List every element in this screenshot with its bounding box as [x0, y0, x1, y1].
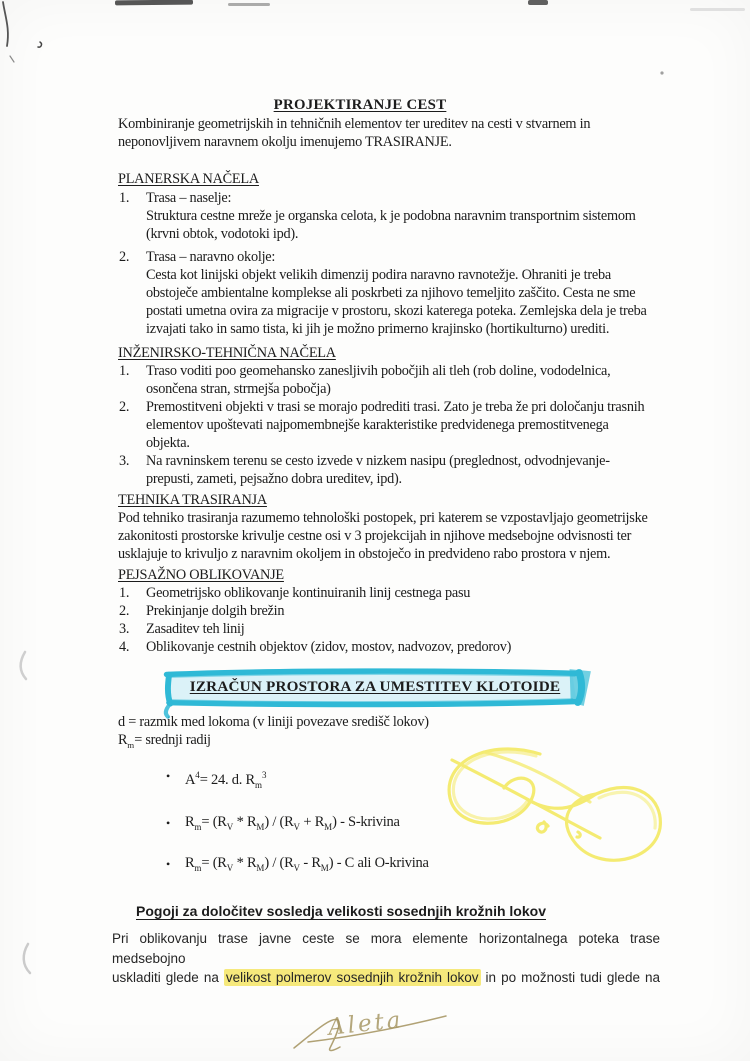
list-item: [118, 638, 648, 656]
list-item-body: Struktura cestne mreže je organska celota, k je podobna naravnim transportnim sistemom (krvni obtok, vodotoki ipd).: [146, 208, 636, 242]
pogoji-section: [112, 901, 660, 988]
list-item: [118, 452, 648, 488]
section-heading-inzenirska: INŽENIRSKO-TEHNIČNA NAČELA: [118, 345, 336, 361]
list-item-body: Premostitveni objekti v trasi se morajo podrediti trasi. Zato je treba že pri določanju trasnih elementov upoštevati najpomembnejše karakteristike predvidenega premostitvenega objekta.: [146, 399, 645, 451]
highlighted-phrase: velikost polmerov sosednjih krožnih lokov: [225, 970, 479, 986]
list-item-number: 1.: [119, 585, 130, 601]
list-item: [118, 602, 648, 620]
pogoji-line2-post: in po možnosti tudi glede na: [480, 970, 660, 986]
document-content: [112, 0, 660, 988]
tehnika-paragraph: Pod tehniko trasiranja razumemo tehnološki postopek, pri katerem se vzpostavljajo geometrijske zakonitosti prostorske krivulje cestne osi v 3 projekcijah in njihove medsebojne odvisnosti ter usklajuje to krivuljo z naravnim okoljem in obstoječo in predvideno rabo prostora v njem.: [118, 510, 648, 562]
pogoji-line2-pre: uskladiti glede na: [112, 970, 224, 986]
definitions: [118, 713, 648, 754]
list-item-number: 4.: [119, 639, 130, 655]
list-item-number: 1.: [119, 363, 130, 379]
list-item-body: Prekinjanje dolgih brežin: [146, 603, 285, 619]
list-item-number: 2.: [119, 249, 130, 265]
definition-line: $R_m=$ srednji radij: [118, 732, 211, 750]
list-item-title: Trasa – naravno okolje:: [146, 249, 276, 265]
highlighted-heading-klotoide: [168, 670, 583, 703]
list-item-body: Na ravninskem terenu se cesto izvede v nizkem nasipu (preglednost, odvodnjevanje-prepusti, zameti, pejsažno dobra ureditev, ipd).: [146, 453, 610, 487]
list-item-body: Oblikovanje cestnih objektov (zidov, mostov, nadvozov, predorov): [146, 639, 512, 655]
list-item: [118, 620, 648, 638]
list-item-number: 3.: [119, 453, 130, 469]
signature-text: Aleta: [326, 1007, 405, 1041]
section-heading-planerska: PLANERSKA NAČELA: [118, 171, 259, 187]
list-item-number: 3.: [119, 621, 130, 637]
list-item-body: Geometrijsko oblikovanje kontinuiranih linij cestnega pasu: [146, 585, 471, 601]
pogoji-paragraph: [112, 929, 660, 988]
formula: $A^4= 24$. d. $R_m^3$: [185, 769, 267, 790]
klotoide-heading-wrap: [110, 670, 640, 703]
definition-line: d = razmik med lokoma (v liniji povezave središč lokov): [118, 714, 429, 730]
list-item-title: Trasa – naselje:: [146, 190, 232, 206]
intro-paragraph: Kombiniranje geometrijskih in tehničnih elementov ter ureditev na cesti v stvarnem in neponovljivem naravnem okolju imenujemo TRASIRANJE.: [118, 116, 591, 150]
section-heading-tehnika: TEHNIKA TRASIRANJA: [118, 492, 267, 508]
list-item: [118, 189, 648, 243]
formula-row: [118, 854, 648, 877]
list-item-body: Traso voditi poo geomehansko zanesljivih pobočjih ali tleh (rob doline, vododelnica, osončena stran, strmejša pobočja): [146, 363, 611, 397]
pogoji-line1: Pri oblikovanju trase javne ceste se mora elemente horizontalnega poteka trase medsebojno: [112, 931, 660, 966]
formula: $R_m= (R_V * R_M) / (R_V + R_M)$ - S-krivina: [185, 813, 400, 832]
pogoji-heading: Pogoji za določitev sosledja velikosti sosednjih krožnih lokov: [136, 903, 546, 920]
list-item-number: 1.: [119, 190, 130, 206]
list-item-number: 2.: [119, 399, 130, 415]
page-title: PROJEKTIRANJE CEST: [273, 97, 447, 113]
list-item: [118, 584, 648, 602]
list-item-number: 2.: [119, 603, 130, 619]
formula: $R_m= (R_V * R_M) / (R_V - R_M) - C$ ali O-krivina: [185, 855, 429, 874]
formula-row: [118, 813, 648, 836]
list-item-body: Cesta kot linijski objekt velikih dimenzij podira naravno ravnotežje. Ohraniti je treba obstoječe ambientalne komplekse ali poskrbeti za njihovo temeljito zaščito. Cesta ne sme postati umetna ovira za migracije v prostoru, skozi katerega poteka. Zemlejska dela je treba izvajati tako in samo tista, ki jih je možno primerno krajinsko (hortikulturno) urediti.: [146, 267, 647, 337]
klotoide-heading: IZRAČUN PROSTORA ZA UMESTITEV KLOTOIDE: [189, 678, 561, 695]
list-item: [118, 248, 648, 338]
list-item-body: Zasaditev teh linij: [146, 621, 245, 637]
formula-row: [118, 766, 648, 794]
bullet-icon: •: [166, 768, 170, 783]
bullet-icon: •: [166, 815, 170, 830]
list-item: [118, 362, 648, 398]
list-item: [118, 398, 648, 452]
signature: [288, 1004, 453, 1056]
bullet-icon: •: [166, 857, 170, 872]
section-heading-pejsazno: PEJSAŽNO OBLIKOVANJE: [118, 567, 284, 583]
